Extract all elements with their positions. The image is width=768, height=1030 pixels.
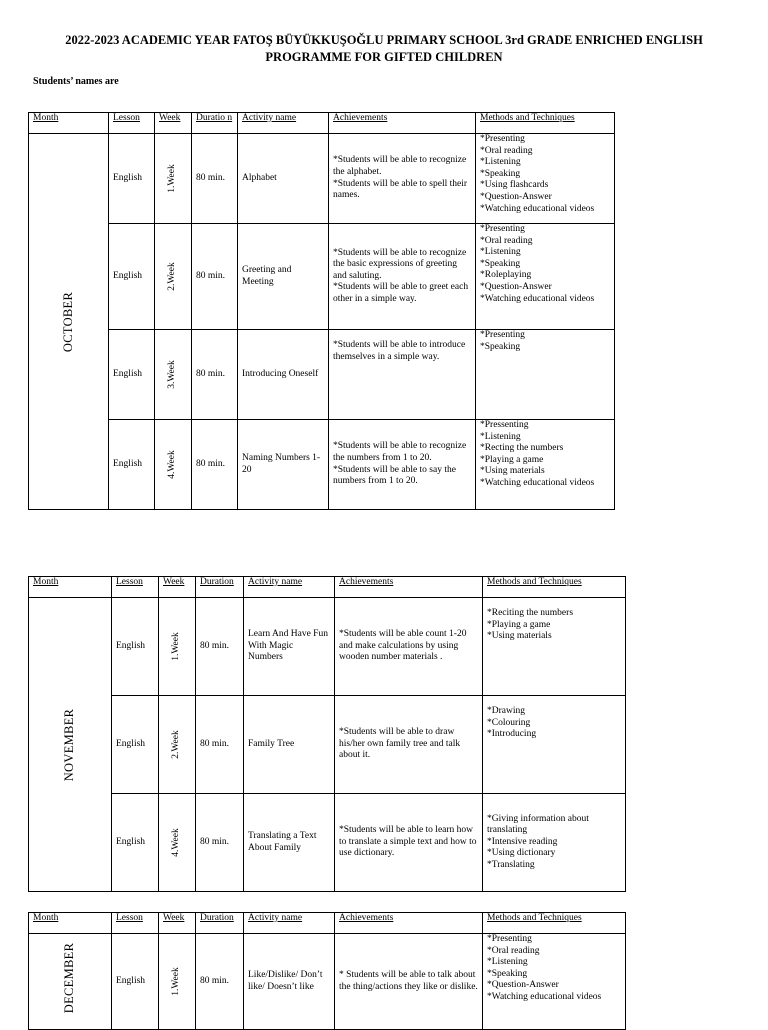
col-header-activity: Activity name: [244, 577, 335, 598]
table-row: [29, 696, 626, 794]
methods-cell: *Reciting the numbers *Playing a game *Using materials: [483, 598, 626, 696]
col-header-methods: Methods and Techniques: [483, 577, 626, 598]
december-table: [28, 912, 626, 1030]
duration-cell: 80 min.: [192, 330, 238, 420]
week-cell: [155, 224, 192, 330]
col-header-lesson: Lesson: [109, 113, 155, 134]
col-header-lesson: Lesson: [112, 577, 159, 598]
lesson-cell: English: [112, 598, 159, 696]
week-label: 2.Week: [167, 261, 178, 291]
achievements-cell: *Students will be able to learn how to translate a simple text and how to use dictionary.: [335, 794, 483, 892]
week-cell: [155, 134, 192, 224]
week-cell: [159, 696, 196, 794]
week-label: 4.Week: [171, 827, 182, 857]
achievements-cell: * Students will be able to talk about the thing/actions they like or dislike.: [335, 934, 483, 1030]
header-row: [29, 913, 626, 934]
lesson-cell: English: [112, 794, 159, 892]
col-header-duration: Duration: [196, 577, 244, 598]
col-header-month: Month: [29, 113, 109, 134]
activity-cell: Introducing Oneself: [238, 330, 329, 420]
month-label: NOVEMBER: [62, 708, 77, 781]
header-row: [29, 113, 615, 134]
col-header-achievements: Achievements: [335, 577, 483, 598]
methods-cell: *Giving information about translating *Intensive reading *Using dictionary *Translating: [483, 794, 626, 892]
title-line-1: 2022-2023 ACADEMIC YEAR FATOŞ BÜYÜKKUŞOĞLU PRIMARY SCHOOL 3rd GRADE ENRICHED ENGLISH: [65, 33, 703, 47]
col-header-duration: Duration: [196, 913, 244, 934]
lesson-cell: English: [109, 224, 155, 330]
duration-cell: 80 min.: [192, 224, 238, 330]
achievements-cell: *Students will be able to recognize the alphabet. *Students will be able to spell their names.: [329, 134, 476, 224]
table-row: [29, 934, 626, 1030]
month-cell: [29, 134, 109, 510]
november-table: [28, 576, 626, 892]
table-row: [29, 598, 626, 696]
duration-cell: 80 min.: [192, 420, 238, 510]
week-cell: [159, 598, 196, 696]
methods-cell: *Presenting *Oral reading *Listening *Speaking *Question-Answer *Watching educational videos: [483, 934, 626, 1030]
lesson-cell: English: [112, 696, 159, 794]
month-cell: [29, 934, 112, 1030]
col-header-achievements: Achievements: [335, 913, 483, 934]
week-cell: [155, 420, 192, 510]
achievements-cell: *Students will be able to draw his/her own family tree and talk about it.: [335, 696, 483, 794]
lesson-cell: English: [109, 134, 155, 224]
col-header-methods: Methods and Techniques: [483, 913, 626, 934]
week-label: 1.Week: [171, 631, 182, 661]
activity-cell: Family Tree: [244, 696, 335, 794]
week-cell: [155, 330, 192, 420]
week-label: 4.Week: [167, 449, 178, 479]
table-row: [29, 330, 615, 420]
lesson-cell: English: [109, 330, 155, 420]
activity-cell: Learn And Have Fun With Magic Numbers: [244, 598, 335, 696]
duration-cell: 80 min.: [196, 598, 244, 696]
activity-cell: Naming Numbers 1-20: [238, 420, 329, 510]
achievements-cell: *Students will be able to introduce themselves in a simple way.: [329, 330, 476, 420]
methods-cell: *Presenting *Speaking: [476, 330, 615, 420]
methods-cell: *Presenting *Oral reading *Listening *Speaking *Roleplaying *Question-Answer *Watching educational videos: [476, 224, 615, 330]
activity-cell: Greeting and Meeting: [238, 224, 329, 330]
duration-cell: 80 min.: [196, 794, 244, 892]
document-title: [0, 32, 768, 66]
achievements-cell: *Students will be able to recognize the basic expressions of greeting and saluting. *Students will be able to greet each other in a simple way.: [329, 224, 476, 330]
table-row: [29, 134, 615, 224]
students-names-label: Students’ names are: [33, 76, 119, 87]
header-row: [29, 577, 626, 598]
lesson-cell: English: [109, 420, 155, 510]
col-header-methods: Methods and Techniques: [476, 113, 615, 134]
table-row: [29, 420, 615, 510]
month-label: OCTOBER: [60, 291, 75, 352]
activity-cell: Alphabet: [238, 134, 329, 224]
october-table: [28, 112, 615, 510]
col-header-month: Month: [29, 577, 112, 598]
col-header-duration: Duratio n: [192, 113, 238, 134]
lesson-cell: English: [112, 934, 159, 1030]
month-label: DECEMBER: [62, 942, 77, 1013]
week-label: 1.Week: [167, 163, 178, 193]
week-cell: [159, 934, 196, 1030]
duration-cell: 80 min.: [196, 934, 244, 1030]
table-row: [29, 794, 626, 892]
title-line-2: PROGRAMME FOR GIFTED CHILDREN: [265, 50, 503, 64]
col-header-activity: Activity name: [244, 913, 335, 934]
activity-cell: Like/Dislike/ Don’t like/ Doesn’t like: [244, 934, 335, 1030]
week-label: 1.Week: [171, 966, 182, 996]
col-header-week: Week: [159, 913, 196, 934]
methods-cell: *Drawing *Colouring *Introducing: [483, 696, 626, 794]
week-cell: [159, 794, 196, 892]
duration-cell: 80 min.: [196, 696, 244, 794]
week-label: 2.Week: [171, 729, 182, 759]
col-header-lesson: Lesson: [112, 913, 159, 934]
achievements-cell: *Students will be able count 1-20 and make calculations by using wooden number materials .: [335, 598, 483, 696]
col-header-activity: Activity name: [238, 113, 329, 134]
month-cell: [29, 598, 112, 892]
duration-cell: 80 min.: [192, 134, 238, 224]
col-header-week: Week: [159, 577, 196, 598]
table-row: [29, 224, 615, 330]
activity-cell: Translating a Text About Family: [244, 794, 335, 892]
achievements-cell: *Students will be able to recognize the numbers from 1 to 20. *Students will be able to say the numbers from 1 to 20.: [329, 420, 476, 510]
col-header-week: Week: [155, 113, 192, 134]
methods-cell: *Pressenting *Listening *Recting the numbers *Playing a game *Using materials *Watching educational videos: [476, 420, 615, 510]
methods-cell: *Presenting *Oral reading *Listening *Speaking *Using flashcards *Question-Answer *Watching educational videos: [476, 134, 615, 224]
col-header-month: Month: [29, 913, 112, 934]
week-label: 3.Week: [167, 359, 178, 389]
col-header-achievements: Achievements: [329, 113, 476, 134]
